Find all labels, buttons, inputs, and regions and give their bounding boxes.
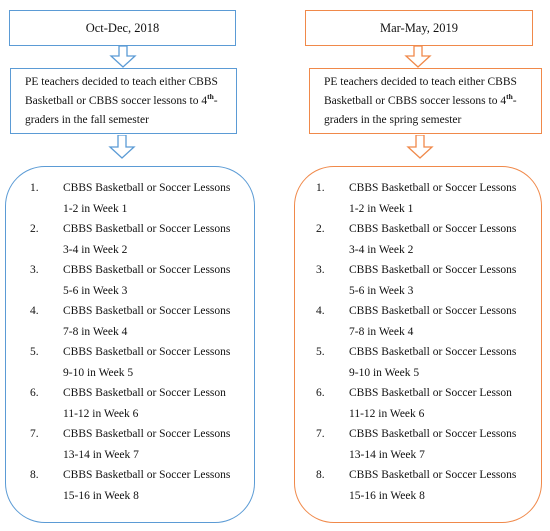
list-item: 6. CBBS Basketball or Soccer Lesson 11-12 in Week 6 (316, 387, 512, 420)
list-item: 3. CBBS Basketball or Soccer Lessons 5-6 in Week 3 (316, 264, 517, 297)
spring-title: Mar-May, 2019 (379, 20, 459, 35)
spring-lesson-list (316, 178, 541, 506)
fall-description-box (10, 68, 237, 134)
list-item: 1. CBBS Basketball or Soccer Lessons 1-2 in Week 1 (30, 182, 231, 215)
list-item: 3. CBBS Basketball or Soccer Lessons 5-6 in Week 3 (30, 264, 231, 297)
list-item: 8. CBBS Basketball or Soccer Lessons 15-16 in Week 8 (316, 469, 517, 502)
list-item: 4. CBBS Basketball or Soccer Lessons 7-8 in Week 4 (316, 305, 517, 338)
list-item: 6. CBBS Basketball or Soccer Lesson 11-12 in Week 6 (30, 387, 226, 420)
fall-lesson-list (30, 178, 254, 506)
list-item: 2. CBBS Basketball or Soccer Lessons 3-4 in Week 2 (316, 223, 517, 256)
list-item: 7. CBBS Basketball or Soccer Lessons 13-14 in Week 7 (316, 428, 517, 461)
fall-arrow-down-2 (108, 135, 136, 159)
list-item: 1. CBBS Basketball or Soccer Lessons 1-2 in Week 1 (316, 182, 517, 215)
list-item: 4. CBBS Basketball or Soccer Lessons 7-8 in Week 4 (30, 305, 231, 338)
spring-description-box (309, 68, 542, 134)
spring-title-box (305, 10, 533, 46)
list-item: 8. CBBS Basketball or Soccer Lessons 15-16 in Week 8 (30, 469, 231, 502)
spring-lesson-list-box (294, 166, 542, 523)
spring-description: PE teachers decided to teach either CBBS Basketball or CBBS soccer lessons to 4th-graders in the spring semester (324, 76, 517, 126)
list-item: 2. CBBS Basketball or Soccer Lessons 3-4 in Week 2 (30, 223, 231, 256)
fall-arrow-down-1 (109, 46, 137, 68)
spring-arrow-down-2 (406, 135, 434, 159)
fall-title-box (9, 10, 236, 46)
list-item: 7. CBBS Basketball or Soccer Lessons 13-14 in Week 7 (30, 428, 231, 461)
fall-title: Oct-Dec, 2018 (85, 20, 160, 35)
fall-description: PE teachers decided to teach either CBBS Basketball or CBBS soccer lessons to 4th-graders in the fall semester (25, 76, 218, 126)
list-item: 5. CBBS Basketball or Soccer Lessons 9-10 in Week 5 (316, 346, 517, 379)
list-item: 5. CBBS Basketball or Soccer Lessons 9-10 in Week 5 (30, 346, 231, 379)
fall-lesson-list-box (5, 166, 255, 523)
spring-arrow-down-1 (404, 46, 432, 68)
